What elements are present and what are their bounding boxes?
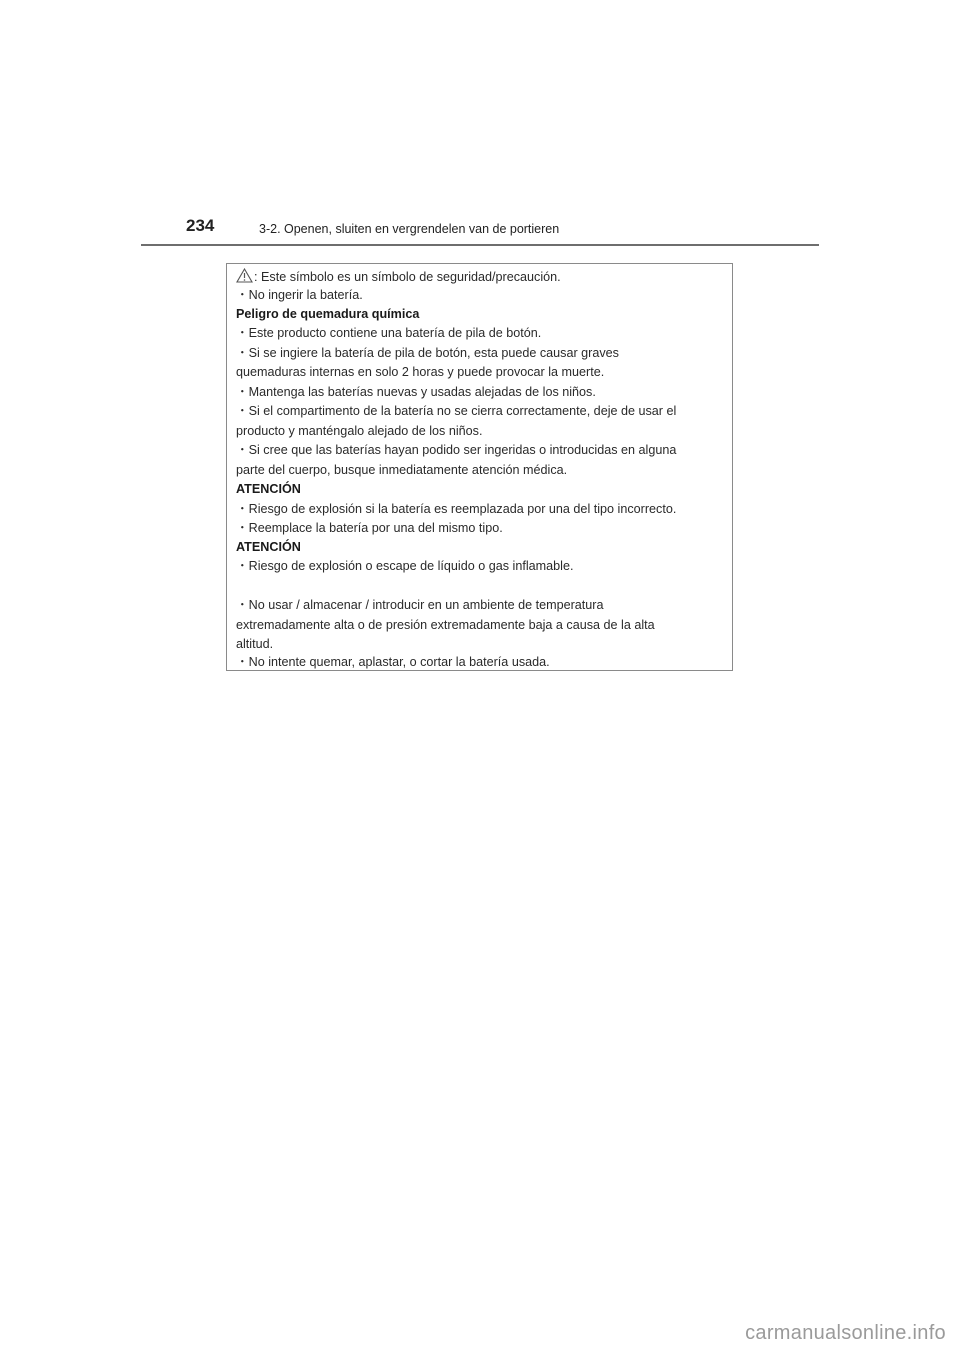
warning-line-temperature-3: altitud. [236,637,274,651]
warning-heading-attention-1: ATENCIÓN [236,482,301,496]
warning-triangle-icon [236,268,253,283]
warning-line-medical-2: parte del cuerpo, busque inmediatamente atención médica. [236,463,568,477]
warning-line-contains-battery: ・Este producto contiene una batería de pila de botón. [236,326,542,340]
section-title: 3-2. Openen, sluiten en vergrendelen van de portieren [259,222,560,236]
warning-line-explosion-leak: ・Riesgo de explosión o escape de líquido o gas inflamable. [236,559,574,573]
warning-line-replace-same: ・Reemplace la batería por una del mismo tipo. [236,521,503,535]
page-number: 234 [186,216,215,235]
warning-line-medical-1: ・Si cree que las baterías hayan podido ser ingeridas o introducidas en alguna [236,443,677,457]
warning-line-temperature-1: ・No usar / almacenar / introducir en un ambiente de temperatura [236,598,604,612]
warning-line-compartment-2: producto y manténgalo alejado de los niños. [236,424,483,438]
warning-line-temperature-2: extremadamente alta o de presión extremadamente baja a causa de la alta [236,618,655,632]
warning-heading-attention-2: ATENCIÓN [236,540,301,554]
warning-line-swallowed-2: quemaduras internas en solo 2 horas y puede provocar la muerte. [236,365,605,379]
warning-line-keep-away: ・Mantenga las baterías nuevas y usadas alejadas de los niños. [236,385,596,399]
warning-line-swallowed-1: ・Si se ingiere la batería de pila de botón, esta puede causar graves [236,346,619,360]
battery-warning-box [226,263,733,671]
warning-line-disposal: ・No intente quemar, aplastar, o cortar la batería usada. [236,655,550,669]
header-divider [141,244,819,246]
warning-symbol-text: : Este símbolo es un símbolo de seguridad/precaución. [254,270,561,284]
warning-line-explosion-type: ・Riesgo de explosión si la batería es reemplazada por una del tipo incorrecto. [236,502,677,516]
footer-watermark: carmanualsonline.info [745,1322,946,1344]
warning-line-compartment-1: ・Si el compartimento de la batería no se cierra correctamente, deje de usar el [236,404,677,418]
warning-heading-chemical-burn: Peligro de quemadura química [236,307,420,321]
warning-line-ingest: ・No ingerir la batería. [236,288,363,302]
warning-symbol-line [236,268,726,285]
